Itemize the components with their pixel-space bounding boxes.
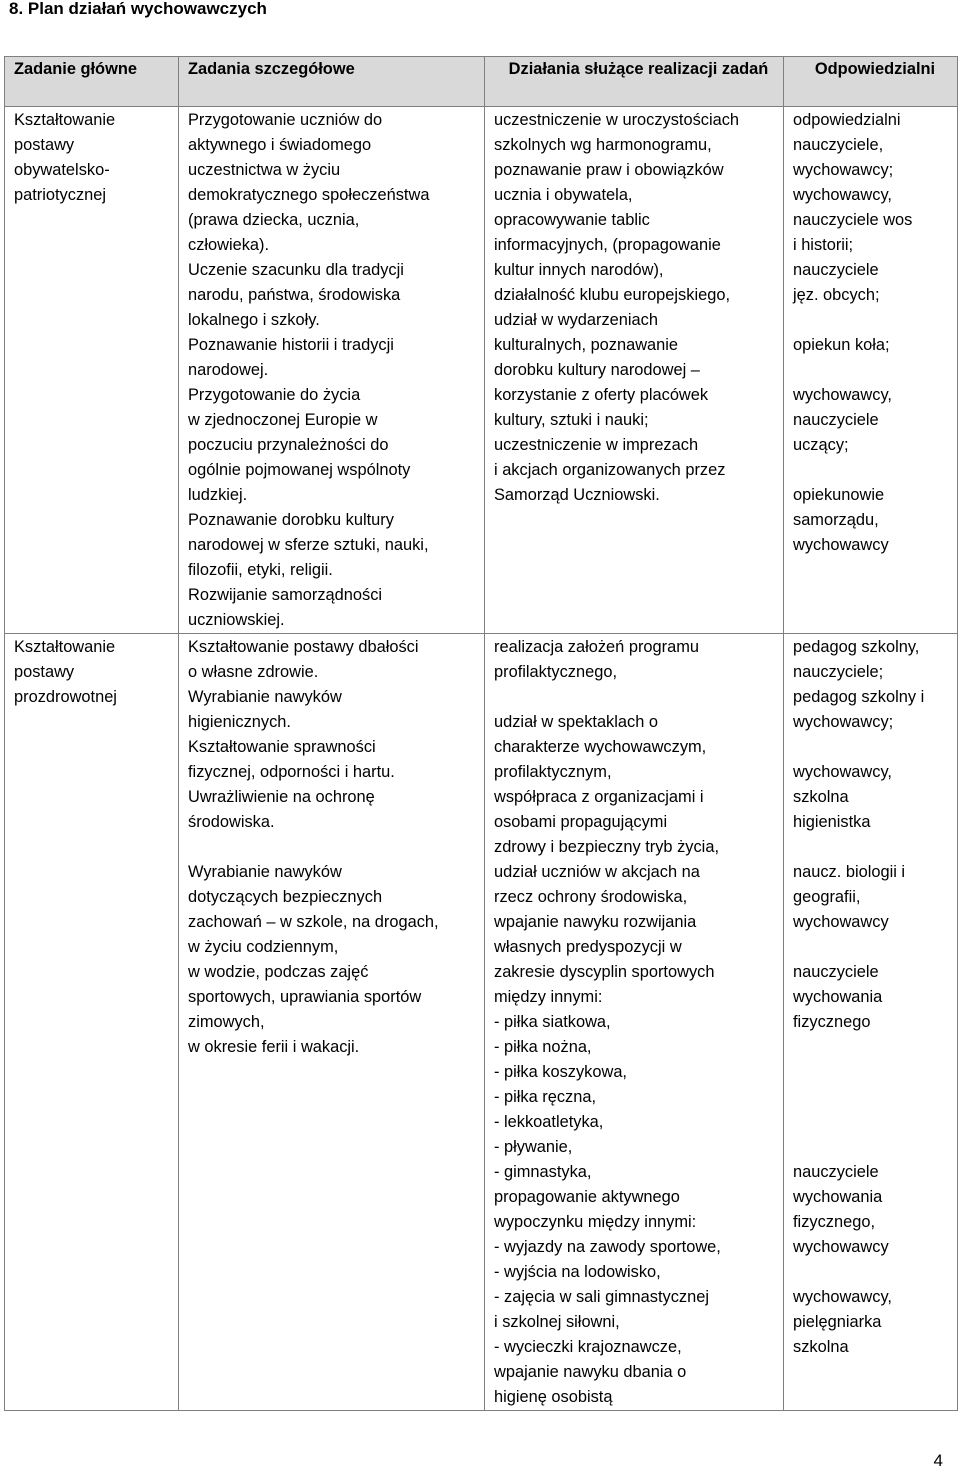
cell-text-line: zachowań – w szkole, na drogach, bbox=[188, 913, 439, 931]
cell-text-line: - lekkoatletyka, bbox=[494, 1113, 604, 1131]
cell-text-line: narodowej. bbox=[188, 361, 269, 379]
cell-text-line: narodowej w sferze sztuki, nauki, bbox=[188, 536, 429, 554]
cell-text-line: o własne zdrowie. bbox=[188, 663, 319, 681]
cell-text-line: informacyjnych, (propagowanie bbox=[494, 236, 721, 254]
cell-text-line: wychowawcy, bbox=[793, 386, 892, 404]
cell-text-line: wychowawcy, bbox=[793, 763, 892, 781]
document-title: 8. Plan działań wychowawczych bbox=[9, 0, 267, 18]
cell-text-line: pedagog szkolny i bbox=[793, 688, 925, 706]
cell-text-line: opiekun koła; bbox=[793, 336, 890, 354]
cell-text-line: nauczyciele; bbox=[793, 663, 884, 681]
cell-text-line: poczuciu przynależności do bbox=[188, 436, 389, 454]
cell-text-line: nauczyciele, bbox=[793, 136, 884, 154]
cell-text-line: - gimnastyka, bbox=[494, 1163, 592, 1181]
header-row bbox=[5, 57, 958, 107]
cell-text-line: - piłka siatkowa, bbox=[494, 1013, 611, 1031]
header-detailed-tasks: Zadania szczegółowe bbox=[179, 57, 485, 107]
cell-text-line: - wycieczki krajoznawcze, bbox=[494, 1338, 682, 1356]
cell-text-line: między innymi: bbox=[494, 988, 603, 1006]
cell-text-line: wpajanie nawyku rozwijania bbox=[494, 913, 697, 931]
cell-text-line: wychowawcy bbox=[793, 1238, 889, 1256]
cell-text-line: postawy bbox=[14, 663, 75, 681]
cell-text-line: człowieka). bbox=[188, 236, 270, 254]
cell-text-line: demokratycznego społeczeństwa bbox=[188, 186, 430, 204]
cell-text-line: opracowywanie tablic bbox=[494, 211, 650, 229]
cell-text-line: filozofii, etyki, religii. bbox=[188, 561, 333, 579]
cell-text-line: dotyczących bezpiecznych bbox=[188, 888, 383, 906]
cell-text-line: profilaktycznego, bbox=[494, 663, 617, 681]
cell-text-line: Uczenie szacunku dla tradycji bbox=[188, 261, 404, 279]
cell-text-line: uczący; bbox=[793, 436, 849, 454]
responsible-cell bbox=[784, 634, 958, 1411]
cell-text-line: wychowawcy bbox=[793, 913, 889, 931]
cell-text-line: szkolnych wg harmonogramu, bbox=[494, 136, 712, 154]
cell-text-line: nauczyciele wos bbox=[793, 211, 913, 229]
cell-text-line: wpajanie nawyku dbania o bbox=[494, 1363, 687, 1381]
cell-text-line: Samorząd Uczniowski. bbox=[494, 486, 660, 504]
cell-text-line: i szkolnej siłowni, bbox=[494, 1313, 620, 1331]
cell-text-line: zakresie dyscyplin sportowych bbox=[494, 963, 715, 981]
cell-text-line: Kształtowanie bbox=[14, 111, 116, 129]
cell-text-line: w zjednoczonej Europie w bbox=[188, 411, 378, 429]
cell-text-line: realizacja założeń programu bbox=[494, 638, 699, 656]
cell-text-line: prozdrowotnej bbox=[14, 688, 117, 706]
cell-text-line: udział w wydarzeniach bbox=[494, 311, 658, 329]
cell-text-line: zimowych, bbox=[188, 1013, 265, 1031]
cell-text-line: i historii; bbox=[793, 236, 854, 254]
cell-text-line: w życiu codziennym, bbox=[188, 938, 339, 956]
actions-cell bbox=[485, 107, 784, 634]
cell-text-line: Poznawanie historii i tradycji bbox=[188, 336, 394, 354]
cell-text-line: fizycznej, odporności i hartu. bbox=[188, 763, 395, 781]
cell-text-line: nauczyciele bbox=[793, 963, 879, 981]
cell-text-line: fizycznego, bbox=[793, 1213, 875, 1231]
cell-text-line: sportowych, uprawiania sportów bbox=[188, 988, 422, 1006]
cell-text-line: opiekunowie bbox=[793, 486, 885, 504]
cell-text-line: naucz. biologii i bbox=[793, 863, 906, 881]
plan-table bbox=[4, 56, 958, 1411]
cell-text-line: geografii, bbox=[793, 888, 861, 906]
cell-text-line: propagowanie aktywnego bbox=[494, 1188, 680, 1206]
cell-text-line: odpowiedzialni bbox=[793, 111, 901, 129]
cell-text-line: ogólnie pojmowanej wspólnoty bbox=[188, 461, 411, 479]
cell-text-line: wychowania bbox=[793, 1188, 883, 1206]
cell-text-line: - piłka ręczna, bbox=[494, 1088, 597, 1106]
cell-text-line: wypoczynku między innymi: bbox=[494, 1213, 697, 1231]
cell-text-line: - zajęcia w sali gimnastycznej bbox=[494, 1288, 709, 1306]
header-actions: Działania służące realizacji zadań bbox=[485, 57, 784, 107]
cell-text-line: Kształtowanie sprawności bbox=[188, 738, 376, 756]
cell-text-line: jęz. obcych; bbox=[793, 286, 880, 304]
cell-text-line: korzystanie z oferty placówek bbox=[494, 386, 709, 404]
cell-text-line: własnych predyspozycji w bbox=[494, 938, 682, 956]
cell-text-line: Przygotowanie do życia bbox=[188, 386, 361, 404]
cell-text-line: kultur innych narodów), bbox=[494, 261, 664, 279]
table-row bbox=[5, 107, 958, 634]
cell-text-line: pielęgniarka bbox=[793, 1313, 882, 1331]
cell-text-line: Kształtowanie bbox=[14, 638, 116, 656]
cell-text-line: narodu, państwa, środowiska bbox=[188, 286, 401, 304]
cell-text-line: szkolna bbox=[793, 1338, 849, 1356]
cell-text-line: - wyjazdy na zawody sportowe, bbox=[494, 1238, 721, 1256]
detailed-tasks-cell bbox=[179, 107, 485, 634]
cell-text-line: aktywnego i świadomego bbox=[188, 136, 372, 154]
cell-text-line: - wyjścia na lodowisko, bbox=[494, 1263, 661, 1281]
cell-text-line: profilaktycznym, bbox=[494, 763, 612, 781]
cell-text-line: higienicznych. bbox=[188, 713, 291, 731]
cell-text-line: poznawanie praw i obowiązków bbox=[494, 161, 724, 179]
cell-text-line: wychowawcy; bbox=[793, 713, 894, 731]
cell-text-line: Poznawanie dorobku kultury bbox=[188, 511, 394, 529]
cell-text-line: samorządu, bbox=[793, 511, 879, 529]
cell-text-line: uczestniczenie w imprezach bbox=[494, 436, 699, 454]
cell-text-line: Przygotowanie uczniów do bbox=[188, 111, 383, 129]
cell-text-line: lokalnego i szkoły. bbox=[188, 311, 320, 329]
main-task-cell bbox=[5, 634, 179, 1411]
cell-text-line: środowiska. bbox=[188, 813, 275, 831]
cell-text-line: udział w spektaklach o bbox=[494, 713, 658, 731]
cell-text-line: wychowania bbox=[793, 988, 883, 1006]
cell-text-line: szkolna bbox=[793, 788, 849, 806]
cell-text-line: nauczyciele bbox=[793, 411, 879, 429]
cell-text-line: - piłka koszykowa, bbox=[494, 1063, 627, 1081]
cell-text-line: zdrowy i bezpieczny tryb życia, bbox=[494, 838, 719, 856]
cell-text-line: (prawa dziecka, ucznia, bbox=[188, 211, 360, 229]
cell-text-line: - piłka nożna, bbox=[494, 1038, 592, 1056]
cell-text-line: kulturalnych, poznawanie bbox=[494, 336, 679, 354]
cell-text-line: obywatelsko- bbox=[14, 161, 110, 179]
cell-text-line: wychowawcy; bbox=[793, 161, 894, 179]
cell-text-line: kultury, sztuki i nauki; bbox=[494, 411, 649, 429]
cell-text-line: uczestniczenie w uroczystościach bbox=[494, 111, 740, 129]
cell-text-line: wychowawcy bbox=[793, 536, 889, 554]
cell-text-line: i akcjach organizowanych przez bbox=[494, 461, 726, 479]
cell-text-line: Wyrabianie nawyków bbox=[188, 863, 342, 881]
cell-text-line: fizycznego bbox=[793, 1013, 871, 1031]
cell-text-line: pedagog szkolny, bbox=[793, 638, 920, 656]
cell-text-line: współpraca z organizacjami i bbox=[494, 788, 704, 806]
cell-text-line: patriotycznej bbox=[14, 186, 107, 204]
cell-text-line: uczestnictwa w życiu bbox=[188, 161, 341, 179]
cell-text-line: higienę osobistą bbox=[494, 1388, 613, 1406]
table-row bbox=[5, 634, 958, 1411]
cell-text-line: osobami propagującymi bbox=[494, 813, 668, 831]
cell-text-line: nauczyciele bbox=[793, 261, 879, 279]
cell-text-line: wychowawcy, bbox=[793, 186, 892, 204]
cell-text-line: ucznia i obywatela, bbox=[494, 186, 633, 204]
cell-text-line: ludzkiej. bbox=[188, 486, 248, 504]
cell-text-line: Kształtowanie postawy dbałości bbox=[188, 638, 419, 656]
cell-text-line: Uwrażliwienie na ochronę bbox=[188, 788, 375, 806]
cell-text-line: rzecz ochrony środowiska, bbox=[494, 888, 688, 906]
main-task-cell bbox=[5, 107, 179, 634]
cell-text-line: Wyrabianie nawyków bbox=[188, 688, 342, 706]
cell-text-line: wychowawcy, bbox=[793, 1288, 892, 1306]
cell-text-line: nauczyciele bbox=[793, 1163, 879, 1181]
cell-text-line: działalność klubu europejskiego, bbox=[494, 286, 730, 304]
cell-text-line: w okresie ferii i wakacji. bbox=[188, 1038, 360, 1056]
cell-text-line: w wodzie, podczas zajęć bbox=[188, 963, 369, 981]
detailed-tasks-cell bbox=[179, 634, 485, 1411]
cell-text-line: Rozwijanie samorządności bbox=[188, 586, 383, 604]
page-number: 4 bbox=[933, 1451, 943, 1470]
header-main-task: Zadanie główne bbox=[5, 57, 179, 107]
responsible-cell bbox=[784, 107, 958, 634]
cell-text-line: dorobku kultury narodowej – bbox=[494, 361, 700, 379]
cell-text-line: charakterze wychowawczym, bbox=[494, 738, 707, 756]
cell-text-line: udział uczniów w akcjach na bbox=[494, 863, 700, 881]
cell-text-line: higienistka bbox=[793, 813, 871, 831]
cell-text-line: postawy bbox=[14, 136, 75, 154]
actions-cell bbox=[485, 634, 784, 1411]
cell-text-line: uczniowskiej. bbox=[188, 611, 285, 629]
cell-text-line: - pływanie, bbox=[494, 1138, 573, 1156]
header-responsible: Odpowiedzialni bbox=[784, 57, 958, 107]
